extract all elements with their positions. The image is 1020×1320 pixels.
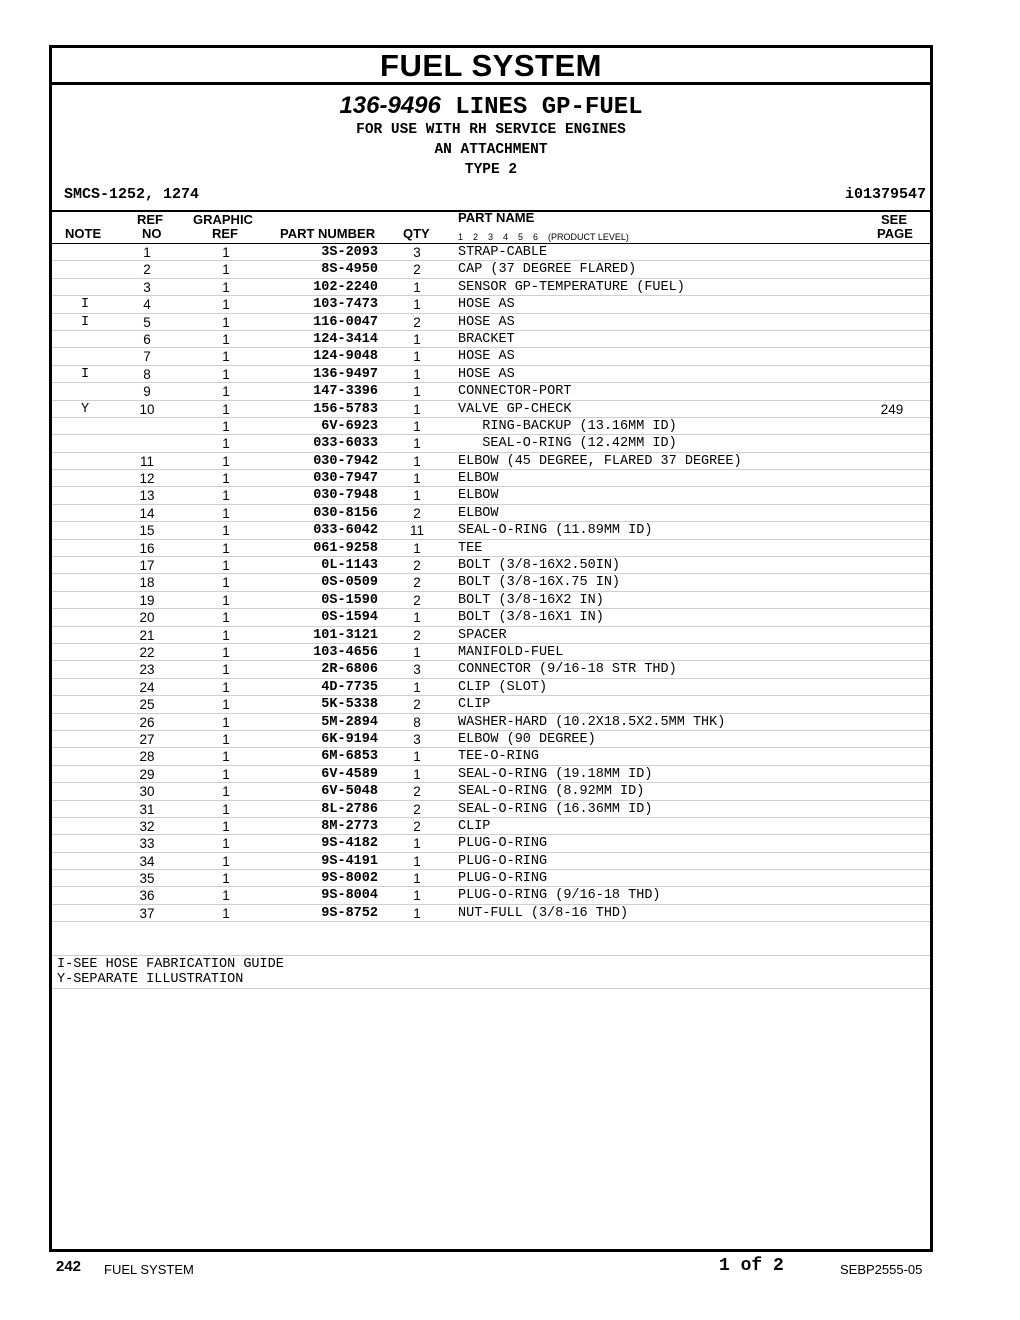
part-name-cell: CONNECTOR (9/16-18 STR THD) <box>458 662 677 678</box>
graphic-ref-cell: 1 <box>222 818 230 834</box>
ref-no-cell: 2 <box>143 262 151 278</box>
see-page-cell: 249 <box>880 401 904 417</box>
part-number-cell: 8S-4950 <box>321 262 378 278</box>
qty-cell: 2 <box>413 314 421 330</box>
ref-no-cell: 12 <box>139 471 155 487</box>
graphic-ref-cell: 1 <box>222 471 230 487</box>
col-header-part-name: PART NAME <box>458 210 535 225</box>
graphic-ref-cell: 1 <box>222 558 230 574</box>
usage-line-1: FOR USE WITH RH SERVICE ENGINES <box>356 122 626 138</box>
qty-cell: 1 <box>413 610 421 626</box>
col-header-ref-top: REF <box>137 212 163 227</box>
ref-no-cell: 3 <box>143 279 151 295</box>
graphic-ref-cell: 1 <box>222 523 230 539</box>
parts-list <box>52 244 930 922</box>
note-cell: I <box>80 366 90 382</box>
part-name-cell: PLUG-O-RING <box>458 836 548 852</box>
ref-no-cell: 29 <box>139 766 155 782</box>
ref-no-cell: 30 <box>139 784 155 800</box>
graphic-ref-cell: 1 <box>222 331 230 347</box>
graphic-ref-cell: 1 <box>222 714 230 730</box>
table-row <box>52 609 930 626</box>
part-name-cell: HOSE AS <box>458 349 515 365</box>
table-row <box>52 661 930 678</box>
group-title <box>52 92 930 122</box>
graphic-ref-cell: 1 <box>222 644 230 660</box>
col-header-graphic-top: GRAPHIC <box>193 212 253 227</box>
part-name-cell: SEAL-O-RING (8.92MM ID) <box>458 784 645 800</box>
qty-cell: 2 <box>413 627 421 643</box>
table-row <box>52 801 930 818</box>
ref-no-cell: 16 <box>139 540 155 556</box>
table-row <box>52 644 930 661</box>
qty-cell: 2 <box>413 697 421 713</box>
part-number-cell: 5M-2894 <box>321 714 378 730</box>
qty-cell: 1 <box>413 488 421 504</box>
graphic-ref-cell: 1 <box>222 418 230 434</box>
part-number-cell: 8L-2786 <box>321 801 378 817</box>
ref-no-cell: 18 <box>139 575 155 591</box>
ref-no-cell: 8 <box>143 366 151 382</box>
part-number-cell: 030-8156 <box>313 505 378 521</box>
note-cell: Y <box>80 401 90 417</box>
graphic-ref-cell: 1 <box>222 731 230 747</box>
qty-cell: 1 <box>413 297 421 313</box>
table-row <box>52 296 930 313</box>
col-header-note: NOTE <box>65 226 102 241</box>
smcs-codes: SMCS-1252, 1274 <box>64 186 200 203</box>
graphic-ref-cell: 1 <box>222 384 230 400</box>
ref-no-cell: 6 <box>143 331 151 347</box>
qty-cell: 2 <box>413 784 421 800</box>
qty-cell: 1 <box>413 471 421 487</box>
ref-no-cell: 20 <box>139 610 155 626</box>
qty-cell: 2 <box>413 818 421 834</box>
qty-cell: 1 <box>413 436 421 452</box>
usage-line-3: TYPE 2 <box>464 162 518 178</box>
qty-cell: 2 <box>413 505 421 521</box>
table-row <box>52 470 930 487</box>
note-legend-i: I-SEE HOSE FABRICATION GUIDE <box>57 957 284 972</box>
graphic-ref-cell: 1 <box>222 853 230 869</box>
part-name-cell: CAP (37 DEGREE FLARED) <box>458 262 637 278</box>
table-row <box>52 818 930 835</box>
part-name-cell: VALVE GP-CHECK <box>458 401 572 417</box>
graphic-ref-cell: 1 <box>222 366 230 382</box>
illustration-id: i01379547 <box>844 186 926 203</box>
part-number-cell: 0L-1143 <box>321 558 378 574</box>
qty-cell: 1 <box>413 871 421 887</box>
part-number-cell: 103-4656 <box>313 644 378 660</box>
graphic-ref-cell: 1 <box>222 262 230 278</box>
part-name-cell: SPACER <box>458 627 507 643</box>
graphic-ref-cell: 1 <box>222 592 230 608</box>
graphic-ref-cell: 1 <box>222 436 230 452</box>
ref-no-cell: 4 <box>143 297 151 313</box>
part-number-cell: 124-9048 <box>313 349 378 365</box>
part-number-cell: 033-6042 <box>313 523 378 539</box>
part-number-cell: 156-5783 <box>313 401 378 417</box>
table-row <box>52 244 930 261</box>
qty-cell: 1 <box>413 401 421 417</box>
group-name: LINES GP-FUEL <box>455 94 643 121</box>
part-number-cell: 124-3414 <box>313 331 378 347</box>
table-row <box>52 383 930 400</box>
ref-no-cell: 17 <box>139 558 155 574</box>
qty-cell: 2 <box>413 592 421 608</box>
graphic-ref-cell: 1 <box>222 836 230 852</box>
part-number-cell: 9S-8004 <box>321 888 378 904</box>
table-row <box>52 487 930 504</box>
graphic-ref-cell: 1 <box>222 697 230 713</box>
part-number-cell: 9S-4182 <box>321 836 378 852</box>
table-row <box>52 887 930 904</box>
ref-no-cell: 23 <box>139 662 155 678</box>
note-cell: I <box>80 297 90 313</box>
part-name-cell: CLIP <box>458 818 491 834</box>
part-number-cell: 6K-9194 <box>321 731 378 747</box>
ref-no-cell: 22 <box>139 644 155 660</box>
part-number-cell: 9S-8752 <box>321 905 378 921</box>
graphic-ref-cell: 1 <box>222 871 230 887</box>
part-name-cell: ELBOW (90 DEGREE) <box>458 731 596 747</box>
usage-line-2: AN ATTACHMENT <box>434 142 548 158</box>
footer-page-number: 242 <box>56 1258 82 1275</box>
part-name-cell: BRACKET <box>458 331 515 347</box>
graphic-ref-cell: 1 <box>222 749 230 765</box>
footer-page-of: 1 of 2 <box>719 1256 784 1276</box>
qty-cell: 1 <box>413 836 421 852</box>
part-name-cell: SEAL-O-RING (19.18MM ID) <box>458 766 653 782</box>
part-number-cell: 9S-4191 <box>321 853 378 869</box>
part-name-cell: ELBOW (45 DEGREE, FLARED 37 DEGREE) <box>458 453 742 469</box>
part-number-cell: 101-3121 <box>313 627 378 643</box>
part-name-cell: SEAL-O-RING (12.42MM ID) <box>458 436 677 452</box>
part-number-cell: 103-7473 <box>313 297 378 313</box>
parts-page-frame <box>49 45 933 1252</box>
qty-cell: 1 <box>413 384 421 400</box>
table-row <box>52 418 930 435</box>
part-name-cell: WASHER-HARD (10.2X18.5X2.5MM THK) <box>458 714 726 730</box>
part-name-cell: SENSOR GP-TEMPERATURE (FUEL) <box>458 279 685 295</box>
part-name-cell: PLUG-O-RING <box>458 853 548 869</box>
table-row <box>52 366 930 383</box>
ref-no-cell: 19 <box>139 592 155 608</box>
part-name-cell: RING-BACKUP (13.16MM ID) <box>458 418 677 434</box>
part-number-cell: 030-7947 <box>313 471 378 487</box>
part-number-cell: 6V-5048 <box>321 784 378 800</box>
ref-no-cell: 31 <box>139 801 155 817</box>
col-header-see-bottom: PAGE <box>877 226 913 241</box>
part-number-cell: 2R-6806 <box>321 662 378 678</box>
part-name-cell: CONNECTOR-PORT <box>458 384 572 400</box>
qty-cell: 1 <box>413 644 421 660</box>
part-number-cell: 5K-5338 <box>321 697 378 713</box>
col-header-product-level: 1 2 3 4 5 6 (PRODUCT LEVEL) <box>458 232 629 242</box>
part-number-cell: 8M-2773 <box>321 818 378 834</box>
part-name-cell: STRAP-CABLE <box>458 245 548 260</box>
graphic-ref-cell: 1 <box>222 784 230 800</box>
table-row <box>52 870 930 887</box>
graphic-ref-cell: 1 <box>222 505 230 521</box>
graphic-ref-cell: 1 <box>222 488 230 504</box>
graphic-ref-cell: 1 <box>222 297 230 313</box>
ref-no-cell: 11 <box>139 453 154 469</box>
part-name-cell: ELBOW <box>458 471 499 487</box>
col-header-part-number: PART NUMBER <box>280 226 376 241</box>
table-row <box>52 714 930 731</box>
qty-cell: 1 <box>413 888 421 904</box>
part-name-cell: MANIFOLD-FUEL <box>458 644 564 660</box>
table-row <box>52 783 930 800</box>
ref-no-cell: 21 <box>139 627 155 643</box>
qty-cell: 11 <box>409 523 424 539</box>
table-row <box>52 835 930 852</box>
graphic-ref-cell: 1 <box>222 453 230 469</box>
graphic-ref-cell: 1 <box>222 766 230 782</box>
qty-cell: 1 <box>413 366 421 382</box>
part-number-cell: 0S-1594 <box>321 610 378 626</box>
qty-cell: 1 <box>413 766 421 782</box>
part-number-cell: 6M-6853 <box>321 749 378 765</box>
table-row <box>52 331 930 348</box>
table-row <box>52 696 930 713</box>
graphic-ref-cell: 1 <box>222 888 230 904</box>
part-name-cell: TEE-O-RING <box>458 749 540 765</box>
note-legend-y: Y-SEPARATE ILLUSTRATION <box>57 972 244 987</box>
table-row <box>52 731 930 748</box>
qty-cell: 8 <box>413 714 421 730</box>
table-row <box>52 522 930 539</box>
qty-cell: 1 <box>413 540 421 556</box>
table-row <box>52 592 930 609</box>
qty-cell: 2 <box>413 262 421 278</box>
part-number-cell: 0S-1590 <box>321 592 378 608</box>
qty-cell: 2 <box>413 801 421 817</box>
part-number-cell: 033-6033 <box>313 436 378 452</box>
ref-no-cell: 34 <box>139 853 155 869</box>
ref-no-cell: 5 <box>143 314 151 330</box>
qty-cell: 1 <box>413 418 421 434</box>
qty-cell: 1 <box>413 279 421 295</box>
part-name-cell: BOLT (3/8-16X1 IN) <box>458 610 604 626</box>
part-number-cell: 3S-2093 <box>321 245 378 260</box>
graphic-ref-cell: 1 <box>222 575 230 591</box>
table-row <box>52 279 930 296</box>
qty-cell: 1 <box>413 331 421 347</box>
table-row <box>52 679 930 696</box>
part-name-cell: CLIP <box>458 697 491 713</box>
part-number-cell: 6V-6923 <box>321 418 378 434</box>
graphic-ref-cell: 1 <box>222 279 230 295</box>
part-name-cell: BOLT (3/8-16X.75 IN) <box>458 575 621 591</box>
group-number: 136-9496 <box>339 92 441 119</box>
table-row <box>52 261 930 278</box>
qty-cell: 1 <box>413 349 421 365</box>
qty-cell: 3 <box>413 662 421 678</box>
table-row <box>52 401 930 418</box>
col-header-graphic-bottom: REF <box>212 226 238 241</box>
qty-cell: 3 <box>413 245 421 260</box>
ref-no-cell: 13 <box>139 488 155 504</box>
qty-cell: 2 <box>413 558 421 574</box>
ref-no-cell: 32 <box>139 818 155 834</box>
graphic-ref-cell: 1 <box>222 905 230 921</box>
ref-no-cell: 36 <box>139 888 155 904</box>
table-row <box>52 314 930 331</box>
ref-no-cell: 37 <box>139 905 155 921</box>
notes-top-rule <box>52 955 930 956</box>
ref-no-cell: 35 <box>139 871 155 887</box>
qty-cell: 1 <box>413 853 421 869</box>
part-name-cell: SEAL-O-RING (16.36MM ID) <box>458 801 653 817</box>
ref-no-cell: 14 <box>139 505 155 521</box>
ref-no-cell: 25 <box>139 697 155 713</box>
part-name-cell: BOLT (3/8-16X2.50IN) <box>458 558 621 574</box>
table-row <box>52 505 930 522</box>
ref-no-cell: 24 <box>139 679 155 695</box>
qty-cell: 1 <box>413 749 421 765</box>
note-cell: I <box>80 314 90 330</box>
graphic-ref-cell: 1 <box>222 662 230 678</box>
col-header-qty: QTY <box>403 226 430 241</box>
table-row <box>52 557 930 574</box>
part-name-cell: HOSE AS <box>458 366 515 382</box>
table-row <box>52 905 930 922</box>
footer-doc-id: SEBP2555-05 <box>840 1262 923 1277</box>
part-number-cell: 030-7942 <box>313 453 378 469</box>
qty-cell: 3 <box>413 731 421 747</box>
part-number-cell: 9S-8002 <box>321 871 378 887</box>
graphic-ref-cell: 1 <box>222 314 230 330</box>
ref-no-cell: 15 <box>139 523 155 539</box>
part-number-cell: 030-7948 <box>313 488 378 504</box>
col-header-ref-bottom: NO <box>142 226 162 241</box>
graphic-ref-cell: 1 <box>222 401 230 417</box>
qty-cell: 2 <box>413 575 421 591</box>
graphic-ref-cell: 1 <box>222 679 230 695</box>
graphic-ref-cell: 1 <box>222 540 230 556</box>
ref-no-cell: 26 <box>139 714 155 730</box>
part-name-cell: HOSE AS <box>458 314 515 330</box>
table-row <box>52 348 930 365</box>
graphic-ref-cell: 1 <box>222 245 230 260</box>
ref-no-cell: 7 <box>143 349 151 365</box>
table-row <box>52 540 930 557</box>
part-number-cell: 136-9497 <box>313 366 378 382</box>
part-name-cell: BOLT (3/8-16X2 IN) <box>458 592 604 608</box>
part-number-cell: 6V-4589 <box>321 766 378 782</box>
section-title: FUEL SYSTEM <box>52 48 930 85</box>
ref-no-cell: 9 <box>143 384 151 400</box>
graphic-ref-cell: 1 <box>222 610 230 626</box>
table-row <box>52 766 930 783</box>
table-row <box>52 853 930 870</box>
part-number-cell: 116-0047 <box>313 314 378 330</box>
graphic-ref-cell: 1 <box>222 627 230 643</box>
table-row <box>52 627 930 644</box>
qty-cell: 1 <box>413 453 421 469</box>
table-row <box>52 435 930 452</box>
table-row <box>52 574 930 591</box>
col-header-see-top: SEE <box>881 212 908 227</box>
part-name-cell: PLUG-O-RING (9/16-18 THD) <box>458 888 661 904</box>
part-number-cell: 0S-0509 <box>321 575 378 591</box>
qty-cell: 1 <box>413 679 421 695</box>
ref-no-cell: 33 <box>139 836 155 852</box>
notes-bottom-rule <box>52 988 930 989</box>
table-row <box>52 453 930 470</box>
part-number-cell: 061-9258 <box>313 540 378 556</box>
qty-cell: 1 <box>413 905 421 921</box>
part-name-cell: PLUG-O-RING <box>458 871 548 887</box>
part-name-cell: SEAL-O-RING (11.89MM ID) <box>458 523 653 539</box>
ref-no-cell: 27 <box>139 731 155 747</box>
part-name-cell: ELBOW <box>458 488 499 504</box>
part-name-cell: TEE <box>458 540 483 556</box>
part-name-cell: NUT-FULL (3/8-16 THD) <box>458 905 629 921</box>
table-row <box>52 748 930 765</box>
ref-no-cell: 10 <box>139 401 155 417</box>
ref-no-cell: 1 <box>143 245 151 260</box>
part-number-cell: 102-2240 <box>313 279 378 295</box>
part-number-cell: 147-3396 <box>313 384 378 400</box>
part-name-cell: HOSE AS <box>458 297 515 313</box>
part-number-cell: 4D-7735 <box>321 679 378 695</box>
part-name-cell: ELBOW <box>458 505 499 521</box>
part-name-cell: CLIP (SLOT) <box>458 679 548 695</box>
ref-no-cell: 28 <box>139 749 155 765</box>
graphic-ref-cell: 1 <box>222 801 230 817</box>
graphic-ref-cell: 1 <box>222 349 230 365</box>
footer-section: FUEL SYSTEM <box>104 1262 194 1277</box>
